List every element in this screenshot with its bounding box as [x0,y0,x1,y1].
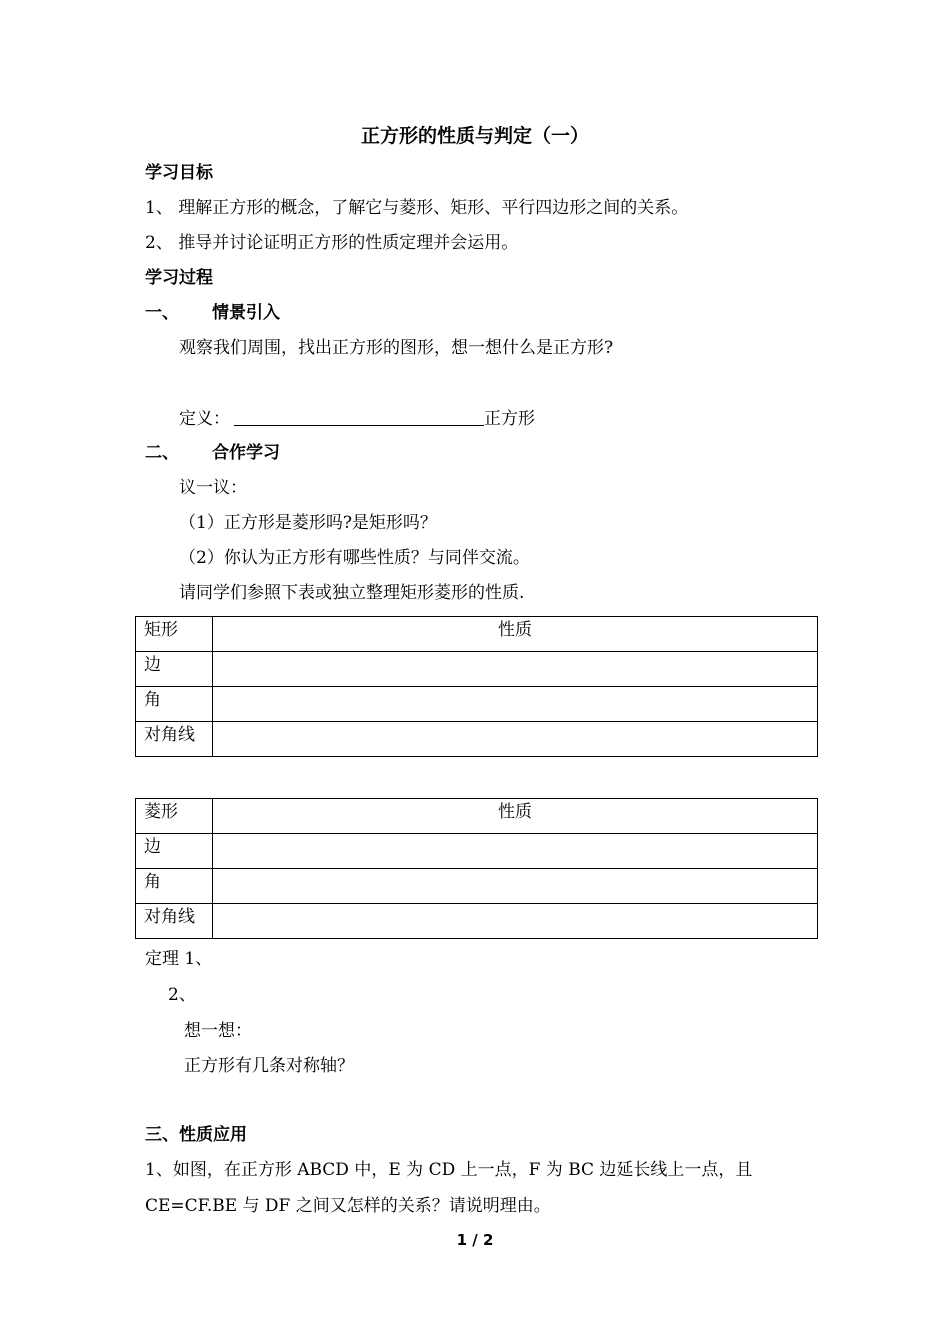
table-row [136,869,818,904]
definition-suffix: 正方形 [484,409,535,429]
table-row [136,722,818,757]
table-row [136,617,818,652]
goals-heading: 学习目标 [145,163,213,183]
section2-number: 二、 [145,443,179,463]
table-row [136,799,818,834]
table-header-cell: 性质 [213,799,818,834]
answer-cell[interactable] [213,722,818,757]
page-title: 正方形的性质与判定（一） [360,125,589,147]
problem-1-line-2: CE=CF.BE 与 DF 之间又怎样的关系？请说明理由。 [145,1196,551,1216]
question-1: （1）正方形是菱形吗?是矩形吗？ [179,513,437,533]
section1-text: 观察我们周围，找出正方形的图形，想一想什么是正方形? [179,338,614,358]
row-label: 边 [136,652,213,687]
rhombus-properties-table [135,798,818,939]
process-heading: 学习过程 [145,268,213,288]
row-label: 角 [136,869,213,904]
row-label: 角 [136,687,213,722]
think-question: 正方形有几条对称轴？ [184,1056,354,1076]
theorem-2: 2、 [168,985,196,1005]
definition-blank[interactable] [234,407,484,426]
discuss-label: 议一议： [179,478,247,498]
answer-cell[interactable] [213,652,818,687]
answer-cell[interactable] [213,869,818,904]
rectangle-properties-table [135,616,818,757]
table-header-cell: 矩形 [136,617,213,652]
table-header-cell: 菱形 [136,799,213,834]
goal-item-2: 2、 推导并讨论证明正方形的性质定理并会运用。 [145,233,519,253]
section3-heading: 三、性质应用 [145,1125,247,1145]
theorem-1: 定理 1、 [145,949,213,969]
problem-1-line-1: 1、如图，在正方形 ABCD 中，E 为 CD 上一点，F 为 BC 边延长线上一点，且 [145,1160,753,1180]
table-row [136,834,818,869]
table-row [136,904,818,939]
section1-heading: 情景引入 [212,303,280,323]
answer-cell[interactable] [213,904,818,939]
section1-number: 一、 [145,303,179,323]
goal-item-1: 1、 理解正方形的概念，了解它与菱形、矩形、平行四边形之间的关系。 [145,198,689,218]
table-row [136,652,818,687]
answer-cell[interactable] [213,687,818,722]
answer-cell[interactable] [213,834,818,869]
row-label: 边 [136,834,213,869]
table-header-cell: 性质 [213,617,818,652]
row-label: 对角线 [136,904,213,939]
question-2: （2）你认为正方形有哪些性质？与同伴交流。 [179,548,530,568]
row-label: 对角线 [136,722,213,757]
page-number: 1 / 2 [456,1231,494,1249]
section2-heading: 合作学习 [212,443,280,463]
think-label: 想一想： [184,1021,252,1041]
definition-label: 定义： [179,409,230,429]
table-row [136,687,818,722]
table-instruction: 请同学们参照下表或独立整理矩形菱形的性质. [179,583,525,603]
definition-line [179,407,535,430]
